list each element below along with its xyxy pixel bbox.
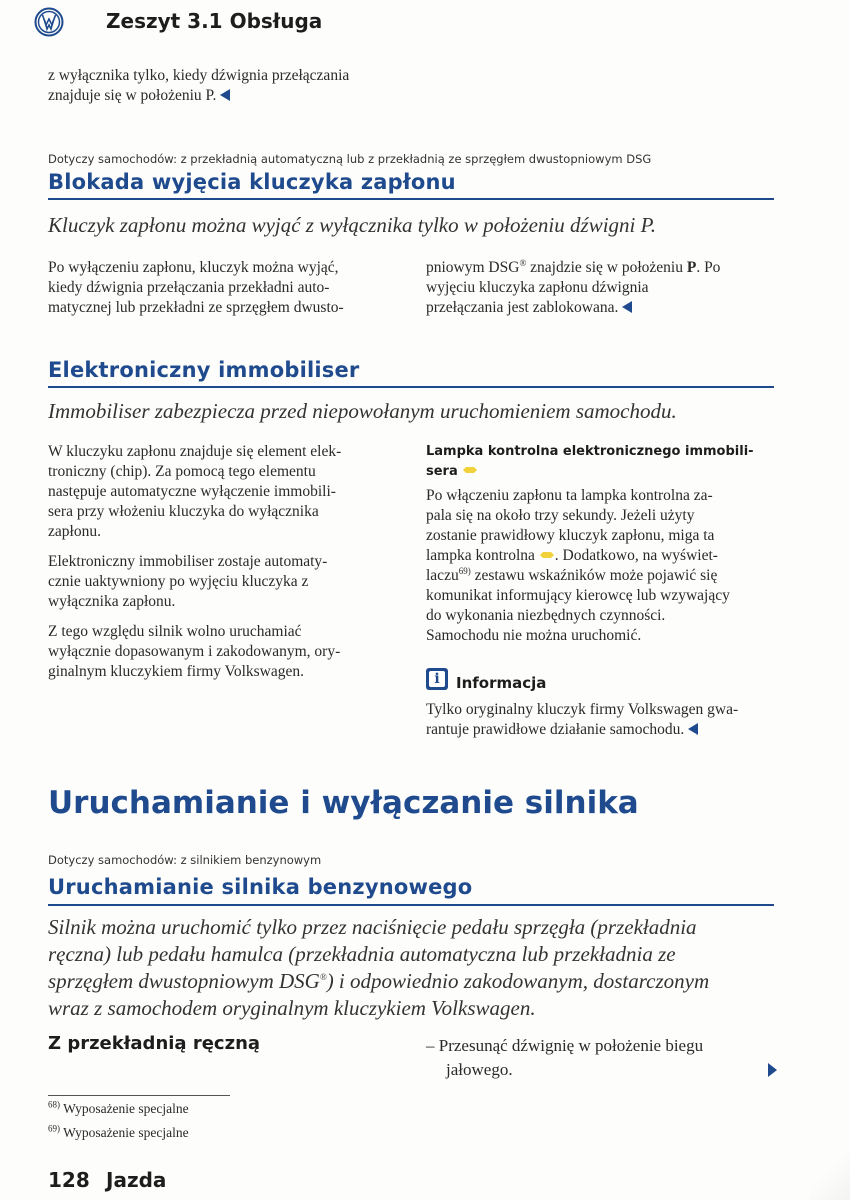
immo-right-column xyxy=(426,442,776,646)
vw-logo-icon xyxy=(34,7,64,37)
immo-left-column xyxy=(48,442,398,692)
text-span: laczu xyxy=(426,567,459,584)
position-p: P xyxy=(686,259,697,276)
text-line: ręczna) lub pedału hamulca (przekładnia automatyczna lub przekładnia ze xyxy=(48,942,676,966)
footnote xyxy=(48,1125,189,1141)
section-rule xyxy=(48,904,774,906)
text-line: cznie uaktywniony po wyjęciu kluczyka z xyxy=(48,573,309,590)
info-title: Informacja xyxy=(456,674,547,692)
text-line: troniczny (chip). Za pomocą tego elementu xyxy=(48,463,316,480)
footer-section: Jazda xyxy=(106,1168,167,1192)
text-line: pala się na około trzy sekundy. Jeżeli użyty xyxy=(426,507,695,524)
text-line: Elektroniczny immobiliser zostaje automaty- xyxy=(48,553,328,570)
paragraph xyxy=(48,552,398,612)
intro-line: znajduje się w położeniu P. xyxy=(48,87,217,104)
text-line: Po włączeniu zapłonu ta lampka kontrolna za- xyxy=(426,487,713,504)
back-arrow-icon xyxy=(220,89,230,101)
footnote-text: Wyposażenie specjalne xyxy=(63,1125,189,1140)
text-line: kiedy dźwignia przełączania przekładni auto- xyxy=(48,279,330,296)
text-span: zestawu wskaźników może pojawić się xyxy=(470,567,718,584)
info-icon: i xyxy=(426,668,448,690)
text-line: wyłącznika zapłonu. xyxy=(48,593,176,610)
footnote-number: 69) xyxy=(48,1123,60,1134)
text-line: zapłonu. xyxy=(48,523,101,540)
section-rule xyxy=(48,386,774,388)
lead-blokada: Kluczyk zapłonu można wyjąć z wyłącznika tylko w położeniu dźwigni P. xyxy=(48,213,656,237)
chapter-title: Uruchamianie i wyłączanie silnika xyxy=(48,785,639,821)
text-line: rantuje prawidłowe działanie samochodu. xyxy=(426,721,685,738)
footnote-number: 68) xyxy=(48,1099,60,1110)
text-span: znajdzie się w położeniu xyxy=(526,259,687,276)
text-line: zostanie prawidłowy kluczyk zapłonu, miga ta xyxy=(426,527,715,544)
text-line: – Przesunąć dźwignię w położenie biegu xyxy=(426,1036,704,1055)
section-title-petrol: Uruchamianie silnika benzynowego xyxy=(48,875,473,899)
paragraph xyxy=(48,622,398,682)
text-span: sprzęgłem dwustopniowym DSG xyxy=(48,969,320,993)
text-line: Z tego względu silnik wolno uruchamiać xyxy=(48,623,302,640)
lamp-heading-line: Lampka kontrolna elektronicznego immobili- xyxy=(426,444,754,459)
blokada-right-column xyxy=(426,258,776,318)
footnote xyxy=(48,1101,189,1117)
lead-immobiliser: Immobiliser zabezpiecza przed niepowołanym uruchomieniem samochodu. xyxy=(48,399,677,423)
section-title-immobiliser: Elektroniczny immobiliser xyxy=(48,358,360,382)
lamp-description xyxy=(426,486,776,646)
registered-mark: ® xyxy=(519,257,527,268)
intro-line: z wyłącznika tylko, kiedy dźwignia przełączania xyxy=(48,67,350,84)
text-line: przełączania jest zablokowana. xyxy=(426,299,619,316)
back-arrow-icon xyxy=(688,723,698,735)
section-rule xyxy=(48,198,774,200)
text-line: wyjęciu kluczyka zapłonu dźwignia xyxy=(426,279,649,296)
header-title: Zeszyt 3.1 Obsługa xyxy=(106,9,323,33)
section-title-blokada: Blokada wyjęcia kluczyka zapłonu xyxy=(48,170,456,194)
text-line: Tylko oryginalny kluczyk firmy Volkswagen gwa- xyxy=(426,701,739,718)
blokada-left-column xyxy=(48,258,398,318)
text-line: W kluczyku zapłonu znajduje się element elek- xyxy=(48,443,342,460)
text-line: Po wyłączeniu zapłonu, kluczyk można wyjąć, xyxy=(48,259,339,276)
text-line: Samochodu nie można uruchomić. xyxy=(426,627,642,644)
immobiliser-lamp-icon xyxy=(462,466,478,474)
applies-note: Dotyczy samochodów: z silnikiem benzynowym xyxy=(48,853,322,867)
text-line: matycznej lub przekładni ze sprzęgłem dwusto- xyxy=(48,299,344,316)
text-line: jałowego. xyxy=(446,1060,513,1079)
text-line: wyłącznie dopasowanym i zakodowanym, ory- xyxy=(48,643,341,660)
immobiliser-lamp-icon xyxy=(539,551,555,559)
text-span: pniowym DSG xyxy=(426,259,520,276)
text-line: ginalnym kluczykiem firmy Volkswagen. xyxy=(48,663,304,680)
scan-shadow xyxy=(810,1150,850,1200)
footnote-text: Wyposażenie specjalne xyxy=(63,1101,189,1116)
lamp-heading-line: sera xyxy=(426,464,458,479)
info-text xyxy=(426,700,776,740)
text-span: lampka kontrolna xyxy=(426,547,535,564)
lead-petrol xyxy=(48,914,788,1022)
text-span: . Dodatkowo, na wyświet- xyxy=(554,547,718,564)
text-span: . Po xyxy=(696,259,721,276)
text-line: Silnik można uruchomić tylko przez naciśnięcie pedału sprzęgła (przekładnia xyxy=(48,915,697,939)
footnote-rule xyxy=(48,1095,230,1096)
subheading-manual: Z przekładnią ręczną xyxy=(48,1033,261,1054)
paragraph xyxy=(48,442,398,542)
text-line: następuje automatyczne wyłączenie immobili- xyxy=(48,483,336,500)
back-arrow-icon xyxy=(622,301,632,313)
text-line: sera przy włożeniu kluczyka do wyłącznika xyxy=(48,503,319,520)
applies-note: Dotyczy samochodów: z przekładnią automatyczną lub z przekładnią ze sprzęgłem dwustopniowym DSG xyxy=(48,152,652,166)
page-number: 128 xyxy=(48,1168,90,1192)
text-line: komunikat informujący kierowcę lub wzywający xyxy=(426,587,730,604)
intro-text xyxy=(48,66,349,106)
forward-arrow-icon xyxy=(768,1063,777,1077)
lamp-heading xyxy=(426,442,776,482)
text-span: ) i odpowiednio zakodowanym, dostarczonym xyxy=(326,969,710,993)
footnote-ref: 69) xyxy=(458,565,471,576)
text-line: do wykonania niezbędnych czynności. xyxy=(426,607,666,624)
registered-mark: ® xyxy=(319,972,327,982)
step-text xyxy=(426,1034,703,1082)
text-line: wraz z samochodem oryginalnym kluczykiem Volkswagen. xyxy=(48,996,536,1020)
